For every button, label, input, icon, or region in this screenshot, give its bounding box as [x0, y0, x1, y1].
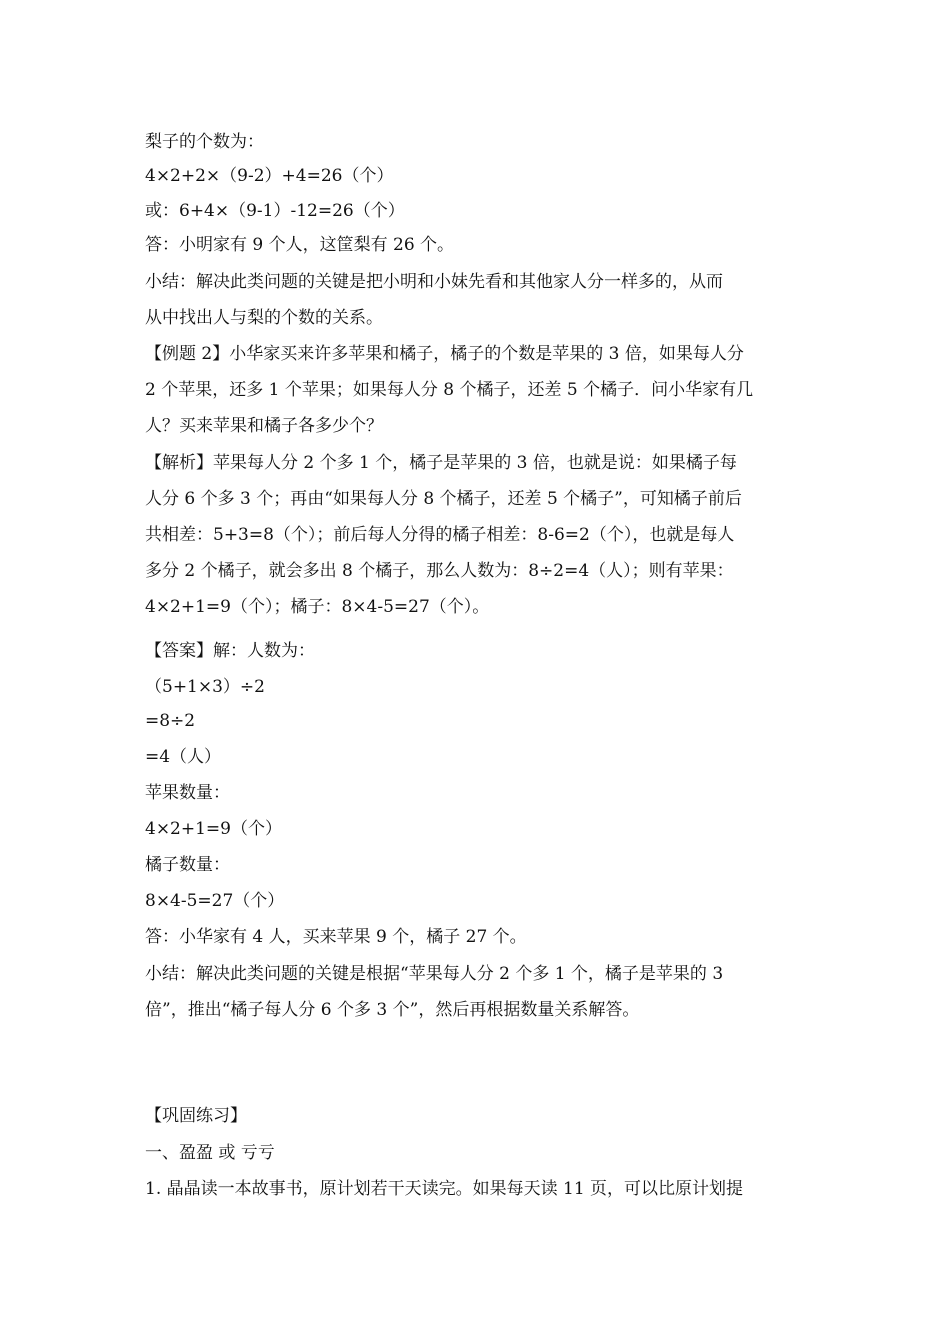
text-line: 答：小明家有 9 个人，这筐梨有 26 个。 [145, 235, 455, 255]
text-line: （5+1×3）÷2 [145, 677, 265, 697]
text-line: 从中找出人与梨的个数的关系。 [145, 308, 383, 328]
text-line: 倍”，推出“橘子每人分 6 个多 3 个”，然后再根据数量关系解答。 [145, 1000, 640, 1020]
text-line: 橘子数量： [145, 855, 230, 875]
text-line: 4×2+1=9（个） [145, 819, 282, 839]
text-line: 答：小华家有 4 人，买来苹果 9 个，橘子 27 个。 [145, 927, 527, 947]
section-heading: 一、盈盈 或 亏亏 [145, 1143, 275, 1163]
example-heading: 【例题 2】小华家买来许多苹果和橘子，橘子的个数是苹果的 3 倍，如果每人分 [145, 344, 744, 364]
text-line: 2 个苹果，还多 1 个苹果；如果每人分 8 个橘子，还差 5 个橘子．问小华家有几 [145, 380, 754, 400]
text-line: 小结：解决此类问题的关键是把小明和小妹先看和其他家人分一样多的，从而 [145, 272, 723, 292]
text-line: =8÷2 [145, 711, 196, 731]
text-line: 人？买来苹果和橘子各多少个？ [145, 416, 383, 436]
text-line: 4×2+1=9（个）；橘子：8×4-5=27（个）。 [145, 597, 490, 617]
text-line: 苹果数量： [145, 783, 230, 803]
text-line: 4×2+2×（9-2）+4=26（个） [145, 166, 394, 186]
text-line: 8×4-5=27（个） [145, 891, 285, 911]
analysis-heading: 【解析】苹果每人分 2 个多 1 个，橘子是苹果的 3 倍，也就是说：如果橘子每 [145, 453, 737, 473]
text-line: =4（人） [145, 747, 222, 767]
text-line: 人分 6 个多 3 个；再由“如果每人分 8 个橘子，还差 5 个橘子”，可知橘子前后 [145, 489, 742, 509]
practice-heading: 【巩固练习】 [145, 1106, 247, 1126]
question-line: 1. 晶晶读一本故事书，原计划若干天读完。如果每天读 11 页，可以比原计划提 [145, 1179, 744, 1199]
text-line: 多分 2 个橘子，就会多出 8 个橘子，那么人数为：8÷2=4（人）；则有苹果： [145, 561, 734, 581]
text-line: 梨子的个数为： [145, 132, 264, 152]
text-line: 或：6+4×（9-1）-12=26（个） [145, 201, 405, 221]
answer-heading: 【答案】解：人数为： [145, 641, 315, 661]
text-line: 小结：解决此类问题的关键是根据“苹果每人分 2 个多 1 个，橘子是苹果的 3 [145, 964, 724, 984]
text-line: 共相差：5+3=8（个）；前后每人分得的橘子相差：8-6=2（个），也就是每人 [145, 525, 735, 545]
